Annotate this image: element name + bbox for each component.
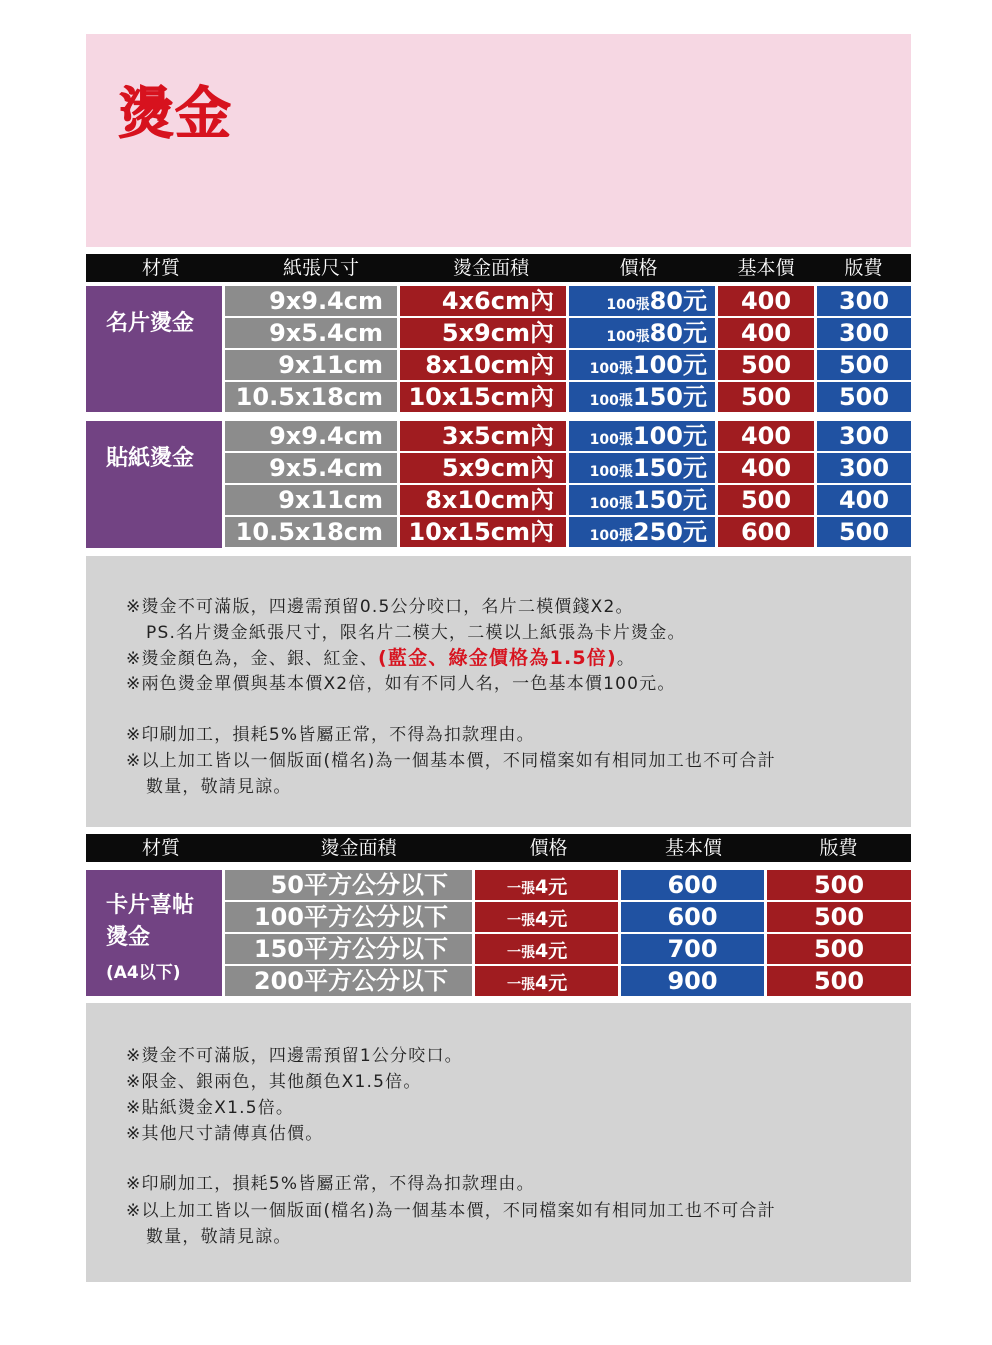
paper-size-cell: 10.5x18cm [225,517,397,547]
plate-fee-cell: 500 [767,902,911,932]
price-cell [475,966,618,996]
unit-label: 一張 [507,977,535,993]
category-label: 燙金 [106,925,151,950]
price-value: 4元 [535,972,568,994]
header-base-price: 基本價 [664,837,722,859]
base-price-cell: 500 [718,485,814,515]
price-cell [569,350,715,380]
qty-label: 100張 [589,496,633,512]
price-value: 150元 [632,454,707,482]
note-line: ※限金、銀兩色，其他顏色X1.5倍。 [126,1072,422,1092]
base-price-cell: 500 [718,350,814,380]
price-value: 80元 [649,287,707,315]
category-business-card-foil [86,286,222,412]
note-text: 。 [616,649,636,669]
category-card-invitation-foil [86,870,222,996]
base-price-cell: 400 [718,453,814,483]
plate-fee-cell: 500 [767,934,911,964]
note-line: ※燙金不可滿版，四邊需預留1公分咬口。 [126,1046,463,1066]
category-note: (A4以下) [106,963,181,983]
price-cell [475,870,618,900]
note-line: ※其他尺寸請傳真估價。 [126,1124,324,1144]
category-label: 卡片喜帖 [106,893,195,918]
header-foil-area: 燙金面積 [320,837,397,859]
base-price-cell: 700 [621,934,764,964]
base-price-cell: 600 [621,870,764,900]
foil-area-cell: 5x9cm內 [400,453,566,483]
qty-label: 100張 [606,297,650,313]
note-line: ※貼紙燙金X1.5倍。 [126,1098,295,1118]
qty-label: 100張 [589,528,633,544]
paper-size-cell: 9x9.4cm [225,421,397,451]
plate-fee-cell: 300 [817,421,911,451]
notes-box-1 [86,556,911,827]
price-cell [475,934,618,964]
base-price-cell: 500 [718,382,814,412]
base-price-cell: 600 [718,517,814,547]
price-cell [569,421,715,451]
price-cell [569,517,715,547]
plate-fee-cell: 300 [817,453,911,483]
header-material: 材質 [141,837,180,859]
price-value: 100元 [632,422,707,450]
foil-area-cell: 50平方公分以下 [225,870,472,900]
foil-area-cell: 100平方公分以下 [225,902,472,932]
price-cell [569,382,715,412]
base-price-cell: 400 [718,318,814,348]
plate-fee-cell: 500 [767,966,911,996]
foil-area-cell: 3x5cm內 [400,421,566,451]
note-line: 數量，敬請見諒。 [146,1227,292,1247]
header-paper-size: 紙張尺寸 [282,257,359,279]
header-base-price: 基本價 [737,257,795,279]
foil-area-cell: 5x9cm內 [400,318,566,348]
note-line: ※兩色燙金單價與基本價X2倍，如有不同人名，一色基本價100元。 [126,674,676,694]
foil-area-cell: 10x15cm內 [400,517,566,547]
foil-area-cell: 10x15cm內 [400,382,566,412]
category-sticker-foil [86,421,222,548]
price-cell [569,485,715,515]
note-line: PS.名片燙金紙張尺寸，限名片二模大，二模以上紙張為卡片燙金。 [146,623,686,643]
price-cell [569,318,715,348]
note-text: ※燙金顏色為，金、銀、紅金、 [126,649,379,669]
foil-area-cell: 4x6cm內 [400,286,566,316]
page-title: 燙金 [118,82,232,147]
foil-area-cell: 8x10cm內 [400,350,566,380]
foil-area-cell: 8x10cm內 [400,485,566,515]
qty-label: 100張 [589,393,633,409]
plate-fee-cell: 400 [817,485,911,515]
base-price-cell: 600 [621,902,764,932]
foil-area-cell: 200平方公分以下 [225,966,472,996]
paper-size-cell: 9x5.4cm [225,453,397,483]
price-value: 4元 [535,908,568,930]
price-cell [569,453,715,483]
table1-header [86,254,911,282]
foil-area-cell: 150平方公分以下 [225,934,472,964]
unit-label: 一張 [507,945,535,961]
header-plate-fee: 版費 [844,257,883,279]
price-value: 80元 [649,319,707,347]
paper-size-cell: 10.5x18cm [225,382,397,412]
header-price: 價格 [529,837,568,859]
price-value: 4元 [535,940,568,962]
notes-box-2 [86,1003,911,1282]
note-line: ※印刷加工，損耗5%皆屬正常，不得為扣款理由。 [126,725,535,745]
category-label: 名片燙金 [106,311,195,336]
plate-fee-cell: 300 [817,318,911,348]
plate-fee-cell: 500 [817,350,911,380]
price-value: 150元 [632,383,707,411]
price-cell [569,286,715,316]
header-material: 材質 [141,257,180,279]
plate-fee-cell: 500 [817,382,911,412]
paper-size-cell: 9x5.4cm [225,318,397,348]
qty-label: 100張 [589,432,633,448]
unit-label: 一張 [507,913,535,929]
note-line: 數量，敬請見諒。 [146,777,292,797]
note-line: ※以上加工皆以一個版面(檔名)為一個基本價，不同檔案如有相同加工也不可合計 [126,751,776,771]
note-line [126,643,635,670]
plate-fee-cell: 500 [767,870,911,900]
price-value: 250元 [632,518,707,546]
qty-label: 100張 [606,329,650,345]
note-line: ※印刷加工，損耗5%皆屬正常，不得為扣款理由。 [126,1174,535,1194]
note-line: ※燙金不可滿版，四邊需預留0.5公分咬口，名片二模價錢X2。 [126,597,634,617]
paper-size-cell: 9x11cm [225,485,397,515]
base-price-cell: 400 [718,421,814,451]
qty-label: 100張 [589,464,633,480]
price-value: 100元 [632,351,707,379]
note-highlight: (藍金、綠金價格為1.5倍) [378,647,617,669]
paper-size-cell: 9x9.4cm [225,286,397,316]
header-plate-fee: 版費 [819,837,858,859]
price-value: 4元 [535,876,568,898]
note-line: ※以上加工皆以一個版面(檔名)為一個基本價，不同檔案如有相同加工也不可合計 [126,1201,776,1221]
header-foil-area: 燙金面積 [452,257,529,279]
base-price-cell: 400 [718,286,814,316]
header-price: 價格 [619,257,658,279]
unit-label: 一張 [507,881,535,897]
paper-size-cell: 9x11cm [225,350,397,380]
qty-label: 100張 [589,361,633,377]
plate-fee-cell: 300 [817,286,911,316]
table2-header [86,834,911,862]
category-label: 貼紙燙金 [106,446,195,471]
plate-fee-cell: 500 [817,517,911,547]
price-value: 150元 [632,486,707,514]
price-cell [475,902,618,932]
base-price-cell: 900 [621,966,764,996]
